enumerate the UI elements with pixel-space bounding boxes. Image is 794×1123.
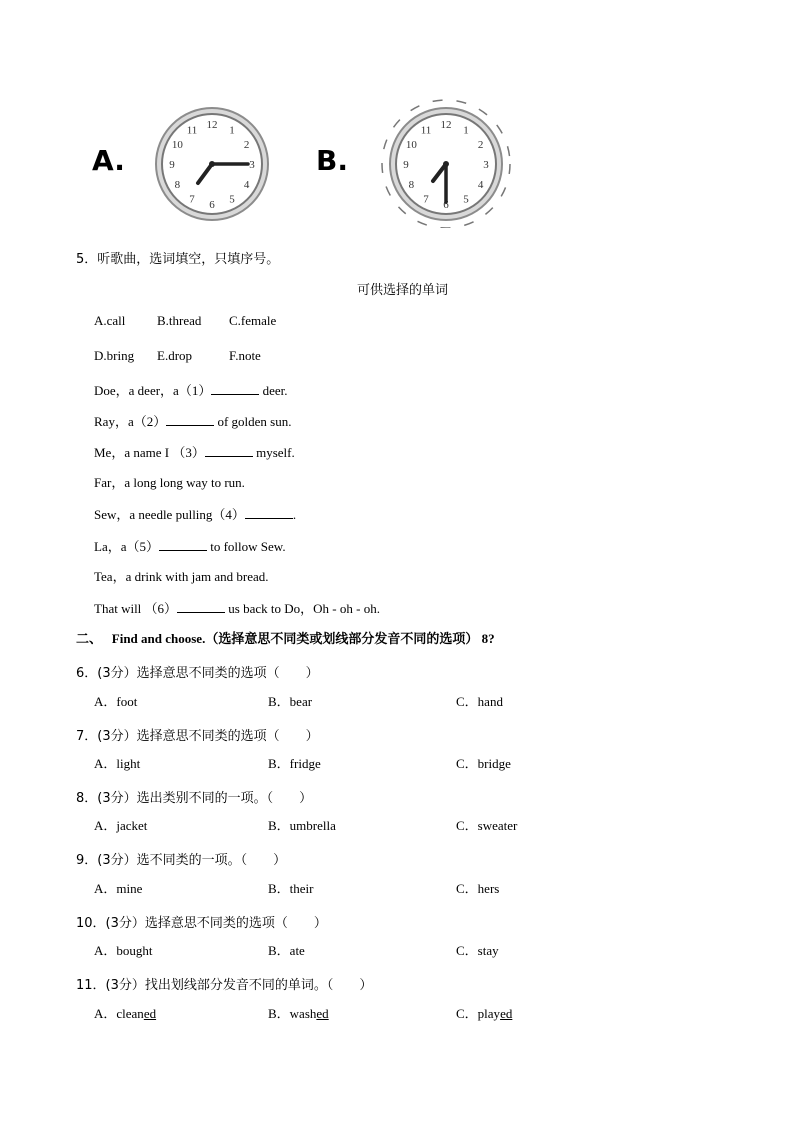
clock-a-numeral-6: 6 (209, 199, 215, 211)
lyric-line-4: Far，a long long way to run. (94, 475, 245, 490)
answer-blank-2[interactable] (166, 413, 214, 426)
q11-b-underlined-part: ed (316, 1006, 329, 1021)
section-2-heading: 二、 Find and choose.（选择意思不同类或划线部分发音不同的选项） 8? (76, 631, 495, 646)
q11-option-c[interactable]: C．played (456, 1006, 513, 1021)
q8-option-c[interactable]: C．sweater (456, 818, 518, 833)
question-8-text: 8．(3分）选出类别不同的一项。（ ） (76, 791, 313, 806)
word-option-c: C.female (229, 313, 277, 328)
question-9-text: 9．(3分）选不同类的一项。（ ） (76, 853, 287, 868)
lyric-line-7: Tea，a drink with jam and bread. (94, 569, 269, 584)
q9-option-b[interactable]: B．their (268, 881, 314, 896)
option-b-label: B. (316, 144, 348, 177)
word-option-f: F.note (229, 348, 261, 363)
clock-b-numeral-1: 1 (463, 124, 469, 137)
clock-a-numeral-3: 3 (249, 159, 255, 171)
lyric-line-8: That will （6） us back to Do，Oh - oh - oh. (94, 601, 380, 616)
clock-b-numeral-2: 2 (477, 139, 484, 151)
answer-blank-5[interactable] (159, 538, 207, 551)
q7-option-a[interactable]: A．light (94, 756, 141, 771)
lyric-line-2: Ray，a（2） of golden sun. (94, 414, 292, 429)
q8-option-b[interactable]: B．umbrella (268, 818, 336, 833)
q6-option-c[interactable]: C．hand (456, 694, 503, 709)
clock-b-numeral-3: 3 (483, 159, 489, 171)
q9-option-c[interactable]: C．hers (456, 881, 500, 896)
clock-b-numeral-6: 6 (443, 199, 449, 211)
clock-b-numeral-7: 7 (423, 193, 429, 206)
q11-option-a[interactable]: A．cleaned (94, 1006, 157, 1021)
q11-option-b[interactable]: B．washed (268, 1006, 329, 1021)
lyric-line-6: La，a（5） to follow Sew. (94, 539, 286, 554)
clock-b-numeral-4: 4 (477, 179, 484, 191)
clock-a-numeral-9: 9 (169, 159, 175, 171)
clock-a-numeral-1: 1 (229, 124, 235, 137)
clock-b-numeral-9: 9 (403, 159, 409, 171)
q9-option-a[interactable]: A．mine (94, 881, 143, 896)
question-5-title: 5．听歌曲，选词填空，只填序号。 (76, 252, 280, 267)
clock-a-numeral-12: 12 (206, 119, 218, 131)
answer-blank-6[interactable] (177, 600, 225, 613)
clock-a-numeral-5: 5 (229, 193, 235, 206)
clock-a-image (150, 105, 276, 223)
answer-blank-1[interactable] (211, 382, 259, 395)
option-a-label: A. (92, 144, 125, 177)
lyric-line-1: Doe，a deer，a（1） deer. (94, 383, 288, 398)
word-option-b: B.thread (157, 313, 202, 328)
word-box-title: 可供选择的单词 (357, 283, 449, 298)
clock-a-numeral-10: 10 (171, 139, 183, 151)
word-option-a: A.call (94, 313, 126, 328)
question-10-text: 10．(3分）选择意思不同类的选项（ ） (76, 916, 327, 931)
lyric-line-3: Me，a name I （3） myself. (94, 445, 295, 460)
answer-blank-4[interactable] (245, 506, 293, 519)
clock-b-numeral-8: 8 (408, 179, 415, 191)
q10-option-a[interactable]: A．bought (94, 943, 153, 958)
q7-option-c[interactable]: C．bridge (456, 756, 511, 771)
clock-b-numeral-12: 12 (440, 119, 452, 131)
clock-b-image (378, 98, 518, 228)
q6-option-b[interactable]: B．bear (268, 694, 313, 709)
clock-a-numeral-11: 11 (186, 124, 198, 137)
lyric-line-5: Sew，a needle pulling（4） . (94, 507, 297, 522)
clock-a-numeral-2: 2 (243, 139, 250, 151)
q7-option-b[interactable]: B．fridge (268, 756, 321, 771)
q11-c-underlined-part: ed (500, 1006, 513, 1021)
word-option-d: D.bring (94, 348, 135, 363)
word-option-e: E.drop (157, 348, 193, 363)
question-6-text: 6．(3分）选择意思不同类的选项（ ） (76, 666, 319, 681)
question-7-text: 7．(3分）选择意思不同类的选项（ ） (76, 729, 319, 744)
clock-a-numeral-7: 7 (189, 193, 195, 206)
q6-option-a[interactable]: A．foot (94, 694, 138, 709)
q10-option-c[interactable]: C．stay (456, 943, 499, 958)
clock-b-numeral-11: 11 (420, 124, 432, 137)
clock-b-numeral-10: 10 (405, 139, 417, 151)
answer-blank-3[interactable] (205, 444, 253, 457)
question-11-text: 11．(3分）找出划线部分发音不同的单词。（ ） (76, 978, 373, 993)
clock-a-numeral-4: 4 (243, 179, 250, 191)
q8-option-a[interactable]: A．jacket (94, 818, 148, 833)
clock-a-numeral-8: 8 (174, 179, 181, 191)
clock-b-numeral-5: 5 (463, 193, 469, 206)
q11-a-underlined-part: ed (143, 1006, 157, 1021)
q10-option-b[interactable]: B．ate (268, 943, 305, 958)
